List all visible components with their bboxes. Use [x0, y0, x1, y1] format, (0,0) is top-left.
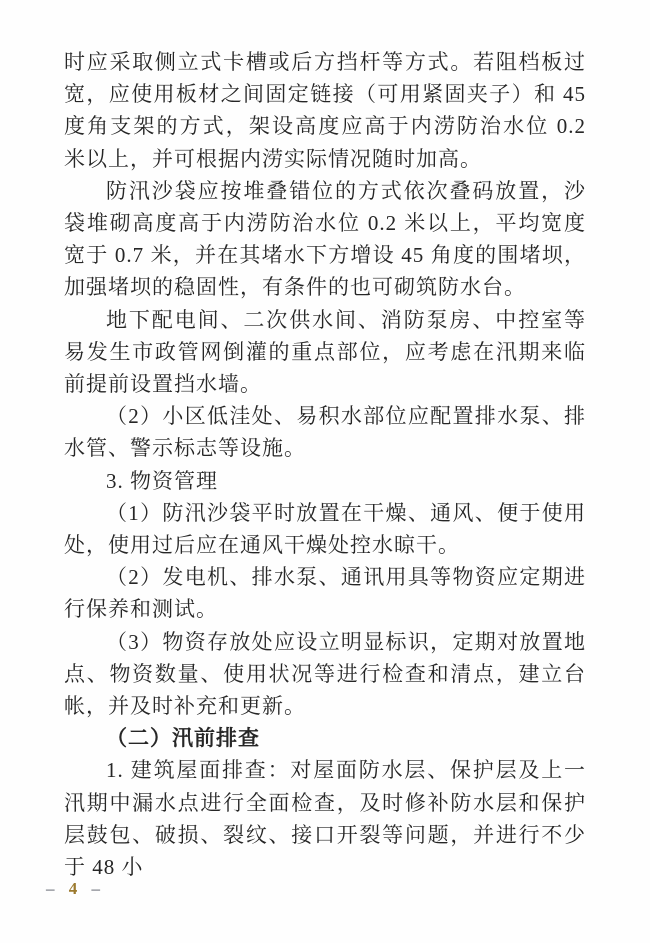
paragraph: （二）汛前排查	[106, 726, 260, 751]
page-number: 4	[68, 879, 81, 898]
footer-dash-right: –	[91, 879, 103, 898]
paragraph: 3. 物资管理	[106, 468, 218, 493]
paragraph: 1. 建筑屋面排查：对屋面防水层、保护层及上一汛期中漏水点进行全面检查，及时修补防水层和保护层鼓包、破损、裂纹、接口开裂等问题，并进行不少于 48 小	[64, 758, 586, 880]
page-footer	[46, 879, 103, 899]
footer-dash-left: –	[46, 879, 58, 898]
paragraph: （2）发电机、排水泵、通讯用具等物资应定期进行保养和测试。	[64, 565, 586, 622]
paragraph: （2）小区低洼处、易积水部位应配置排水泵、排水管、警示标志等设施。	[64, 404, 586, 461]
paragraph: （3）物资存放处应设立明显标识，定期对放置地点、物资数量、使用状况等进行检查和清点，建立台帐，并及时补充和更新。	[64, 629, 586, 719]
paragraph: （1）防汛沙袋平时放置在干燥、通风、便于使用处，使用过后应在通风干燥处控水晾干。	[64, 500, 586, 558]
paragraph: 时应采取侧立式卡槽或后方挡杆等方式。若阻档板过宽，应使用板材之间固定链接（可用紧固夹子）和 45 度角支架的方式，架设高度应高于内涝防治水位 0.2 米以上，并可根据内涝实际情况随时加高。	[64, 50, 586, 171]
paragraph: 地下配电间、二次供水间、消防泵房、中控室等易发生市政管网倒灌的重点部位，应考虑在汛期来临前提前设置挡水墙。	[64, 307, 586, 397]
document-body	[64, 46, 586, 883]
paragraph: 防汛沙袋应按堆叠错位的方式依次叠码放置，沙袋堆砌高度高于内涝防治水位 0.2 米以上，平均宽度宽于 0.7 米，并在其堵水下方增设 45 角度的围堵坝，加强堵坝的稳固性，有条件的也可砌筑防水台。	[64, 178, 586, 300]
